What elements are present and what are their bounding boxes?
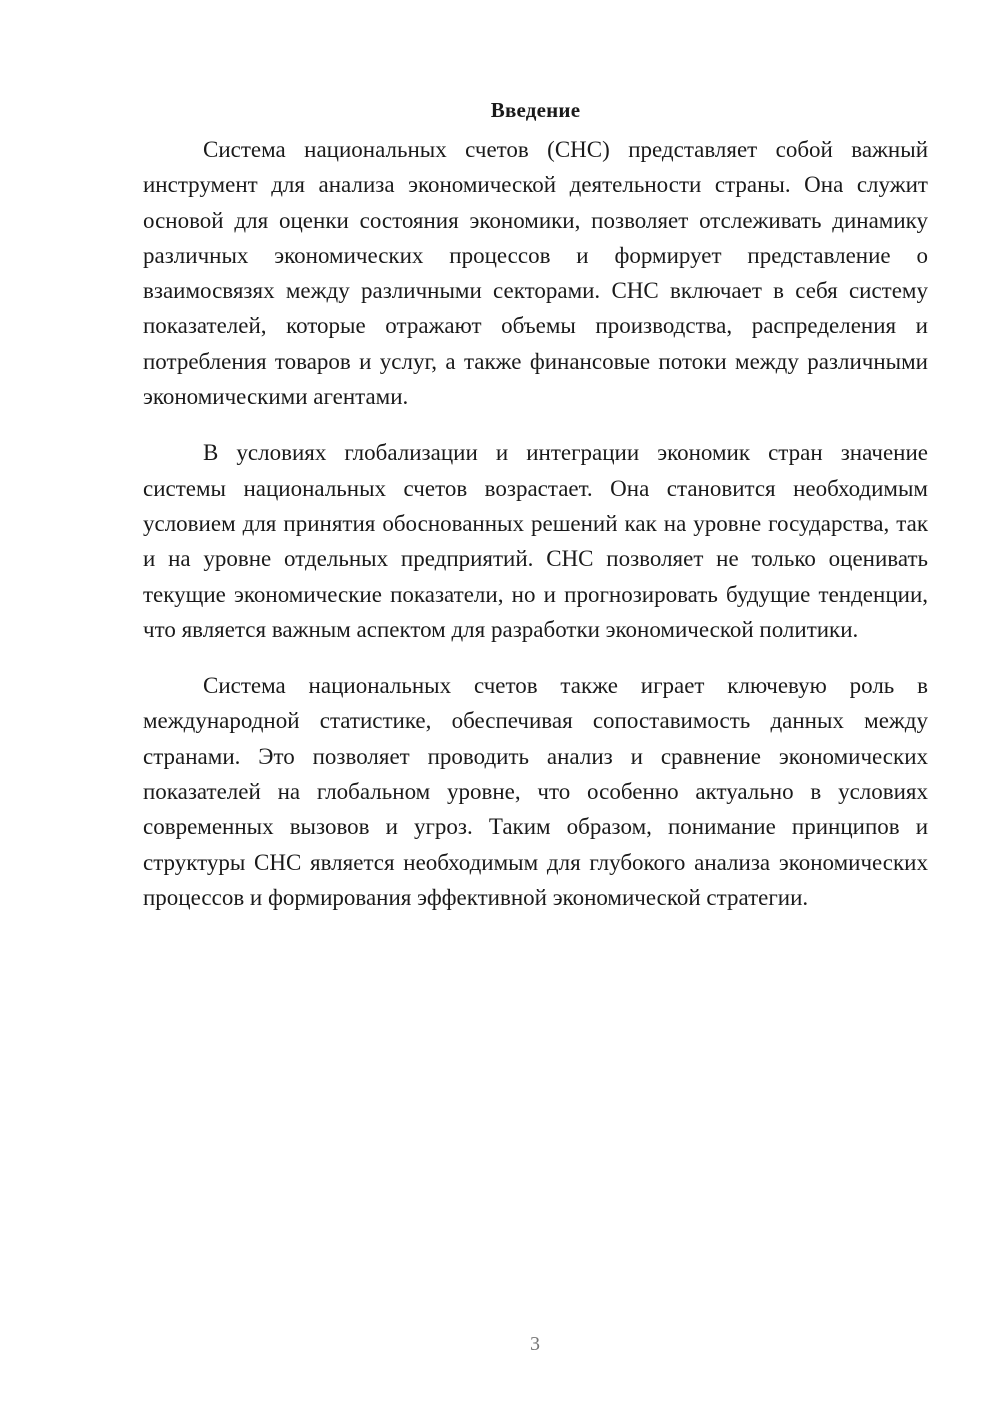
page-content <box>143 92 928 936</box>
paragraph-1: Система национальных счетов (СНС) представляет собой важный инструмент для анализа экономической деятельности страны. Она служит основой для оценки состояния экономики, позволяет отслеживать динамику различных экономических процессов и формирует представление о взаимосвязях между различными секторами. СНС включает в себя систему показателей, которые отражают объемы производства, распределения и потребления товаров и услуг, а также финансовые потоки между различными экономическими агентами. <box>143 137 928 410</box>
paragraph-3: Система национальных счетов также играет ключевую роль в международной статистике, обеспечивая сопоставимость данных между странами. Это позволяет проводить анализ и сравнение экономических показателей на глобальном уровне, что особенно актуально в условиях современных вызовов и угроз. Таким образом, понимание принципов и структуры СНС является необходимым для глубокого анализа экономических процессов и формирования эффективной экономической стратегии. <box>143 673 928 910</box>
section-title: Введение <box>490 98 581 122</box>
paragraph-2: В условиях глобализации и интеграции экономик стран значение системы национальных счетов возрастает. Она становится необходимым условием для принятия обоснованных решений как на уровне государства, так и на уровне отдельных предприятий. СНС позволяет не только оценивать текущие экономические показатели, но и прогнозировать будущие тенденции, что является важным аспектом для разработки экономической политики. <box>143 440 928 642</box>
page-number: 3 <box>530 1333 540 1355</box>
